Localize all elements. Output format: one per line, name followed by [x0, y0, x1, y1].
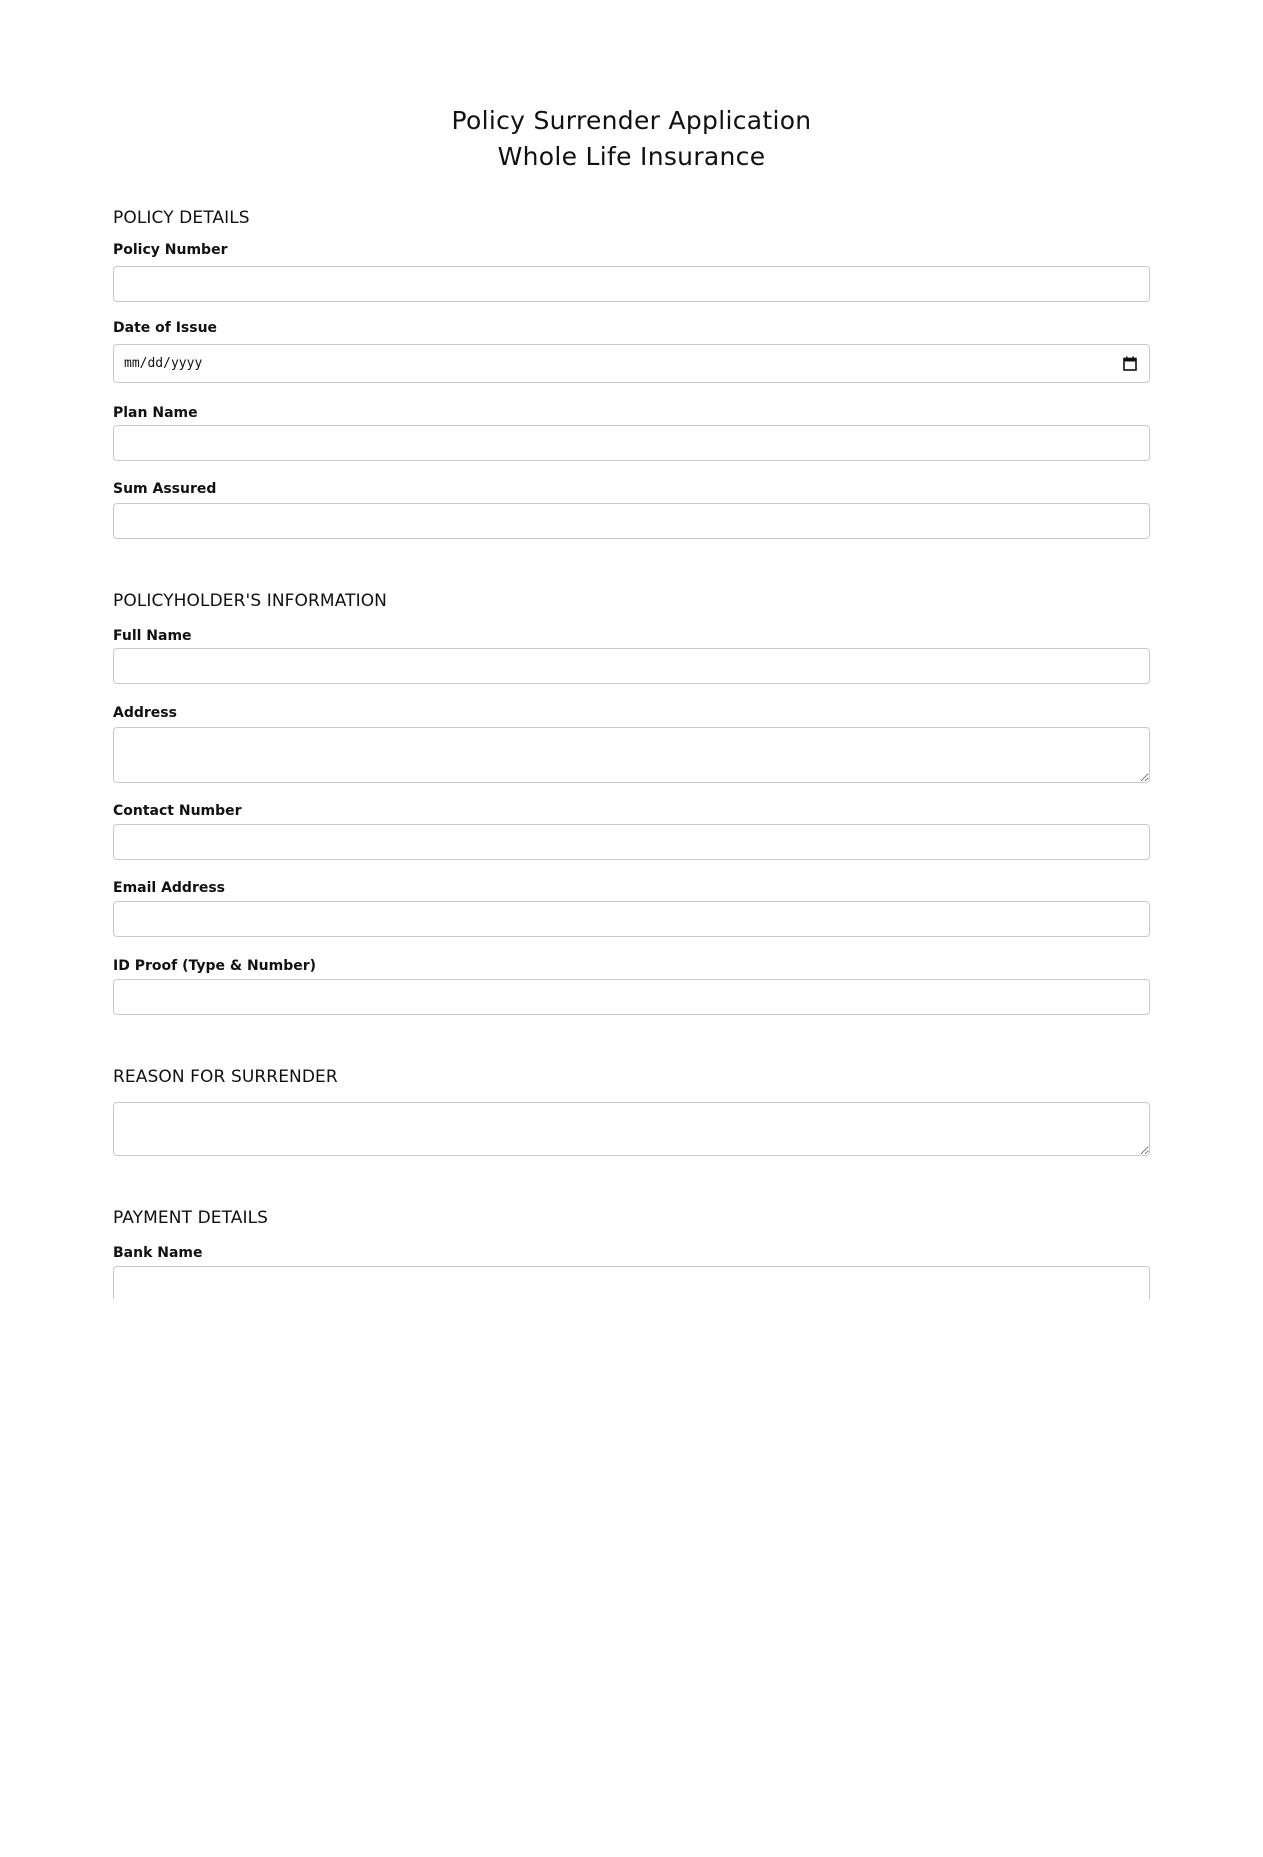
address-textarea[interactable] — [113, 727, 1150, 783]
label-address: Address — [113, 705, 177, 721]
reason-textarea[interactable] — [113, 1102, 1150, 1156]
section-heading-policyholder-information: POLICYHOLDER'S INFORMATION — [113, 591, 387, 611]
page-title: Policy Surrender Application — [451, 106, 812, 135]
label-date-of-issue: Date of Issue — [113, 320, 218, 336]
section-heading-payment-details: PAYMENT DETAILS — [113, 1208, 269, 1228]
date-placeholder: mm/dd/yyyy — [124, 356, 203, 371]
label-id-proof: ID Proof (Type & Number) — [113, 958, 317, 974]
policy-number-input[interactable] — [113, 266, 1150, 302]
label-email-address: Email Address — [113, 880, 226, 896]
label-policy-number: Policy Number — [113, 242, 228, 258]
date-of-issue-input[interactable] — [113, 344, 1150, 383]
bank-name-input[interactable] — [113, 1266, 1150, 1299]
page-subtitle: Whole Life Insurance — [497, 142, 766, 171]
id-proof-input[interactable] — [113, 979, 1150, 1015]
label-sum-assured: Sum Assured — [113, 481, 217, 497]
calendar-icon[interactable] — [1123, 356, 1137, 371]
label-plan-name: Plan Name — [113, 405, 198, 421]
sum-assured-input[interactable] — [113, 503, 1150, 539]
contact-number-input[interactable] — [113, 824, 1150, 860]
section-heading-policy-details: POLICY DETAILS — [113, 208, 250, 228]
label-full-name: Full Name — [113, 628, 192, 644]
label-bank-name: Bank Name — [113, 1245, 203, 1261]
full-name-input[interactable] — [113, 648, 1150, 684]
plan-name-input[interactable] — [113, 425, 1150, 461]
email-address-input[interactable] — [113, 901, 1150, 937]
section-heading-reason-for-surrender: REASON FOR SURRENDER — [113, 1067, 338, 1087]
label-contact-number: Contact Number — [113, 803, 242, 819]
